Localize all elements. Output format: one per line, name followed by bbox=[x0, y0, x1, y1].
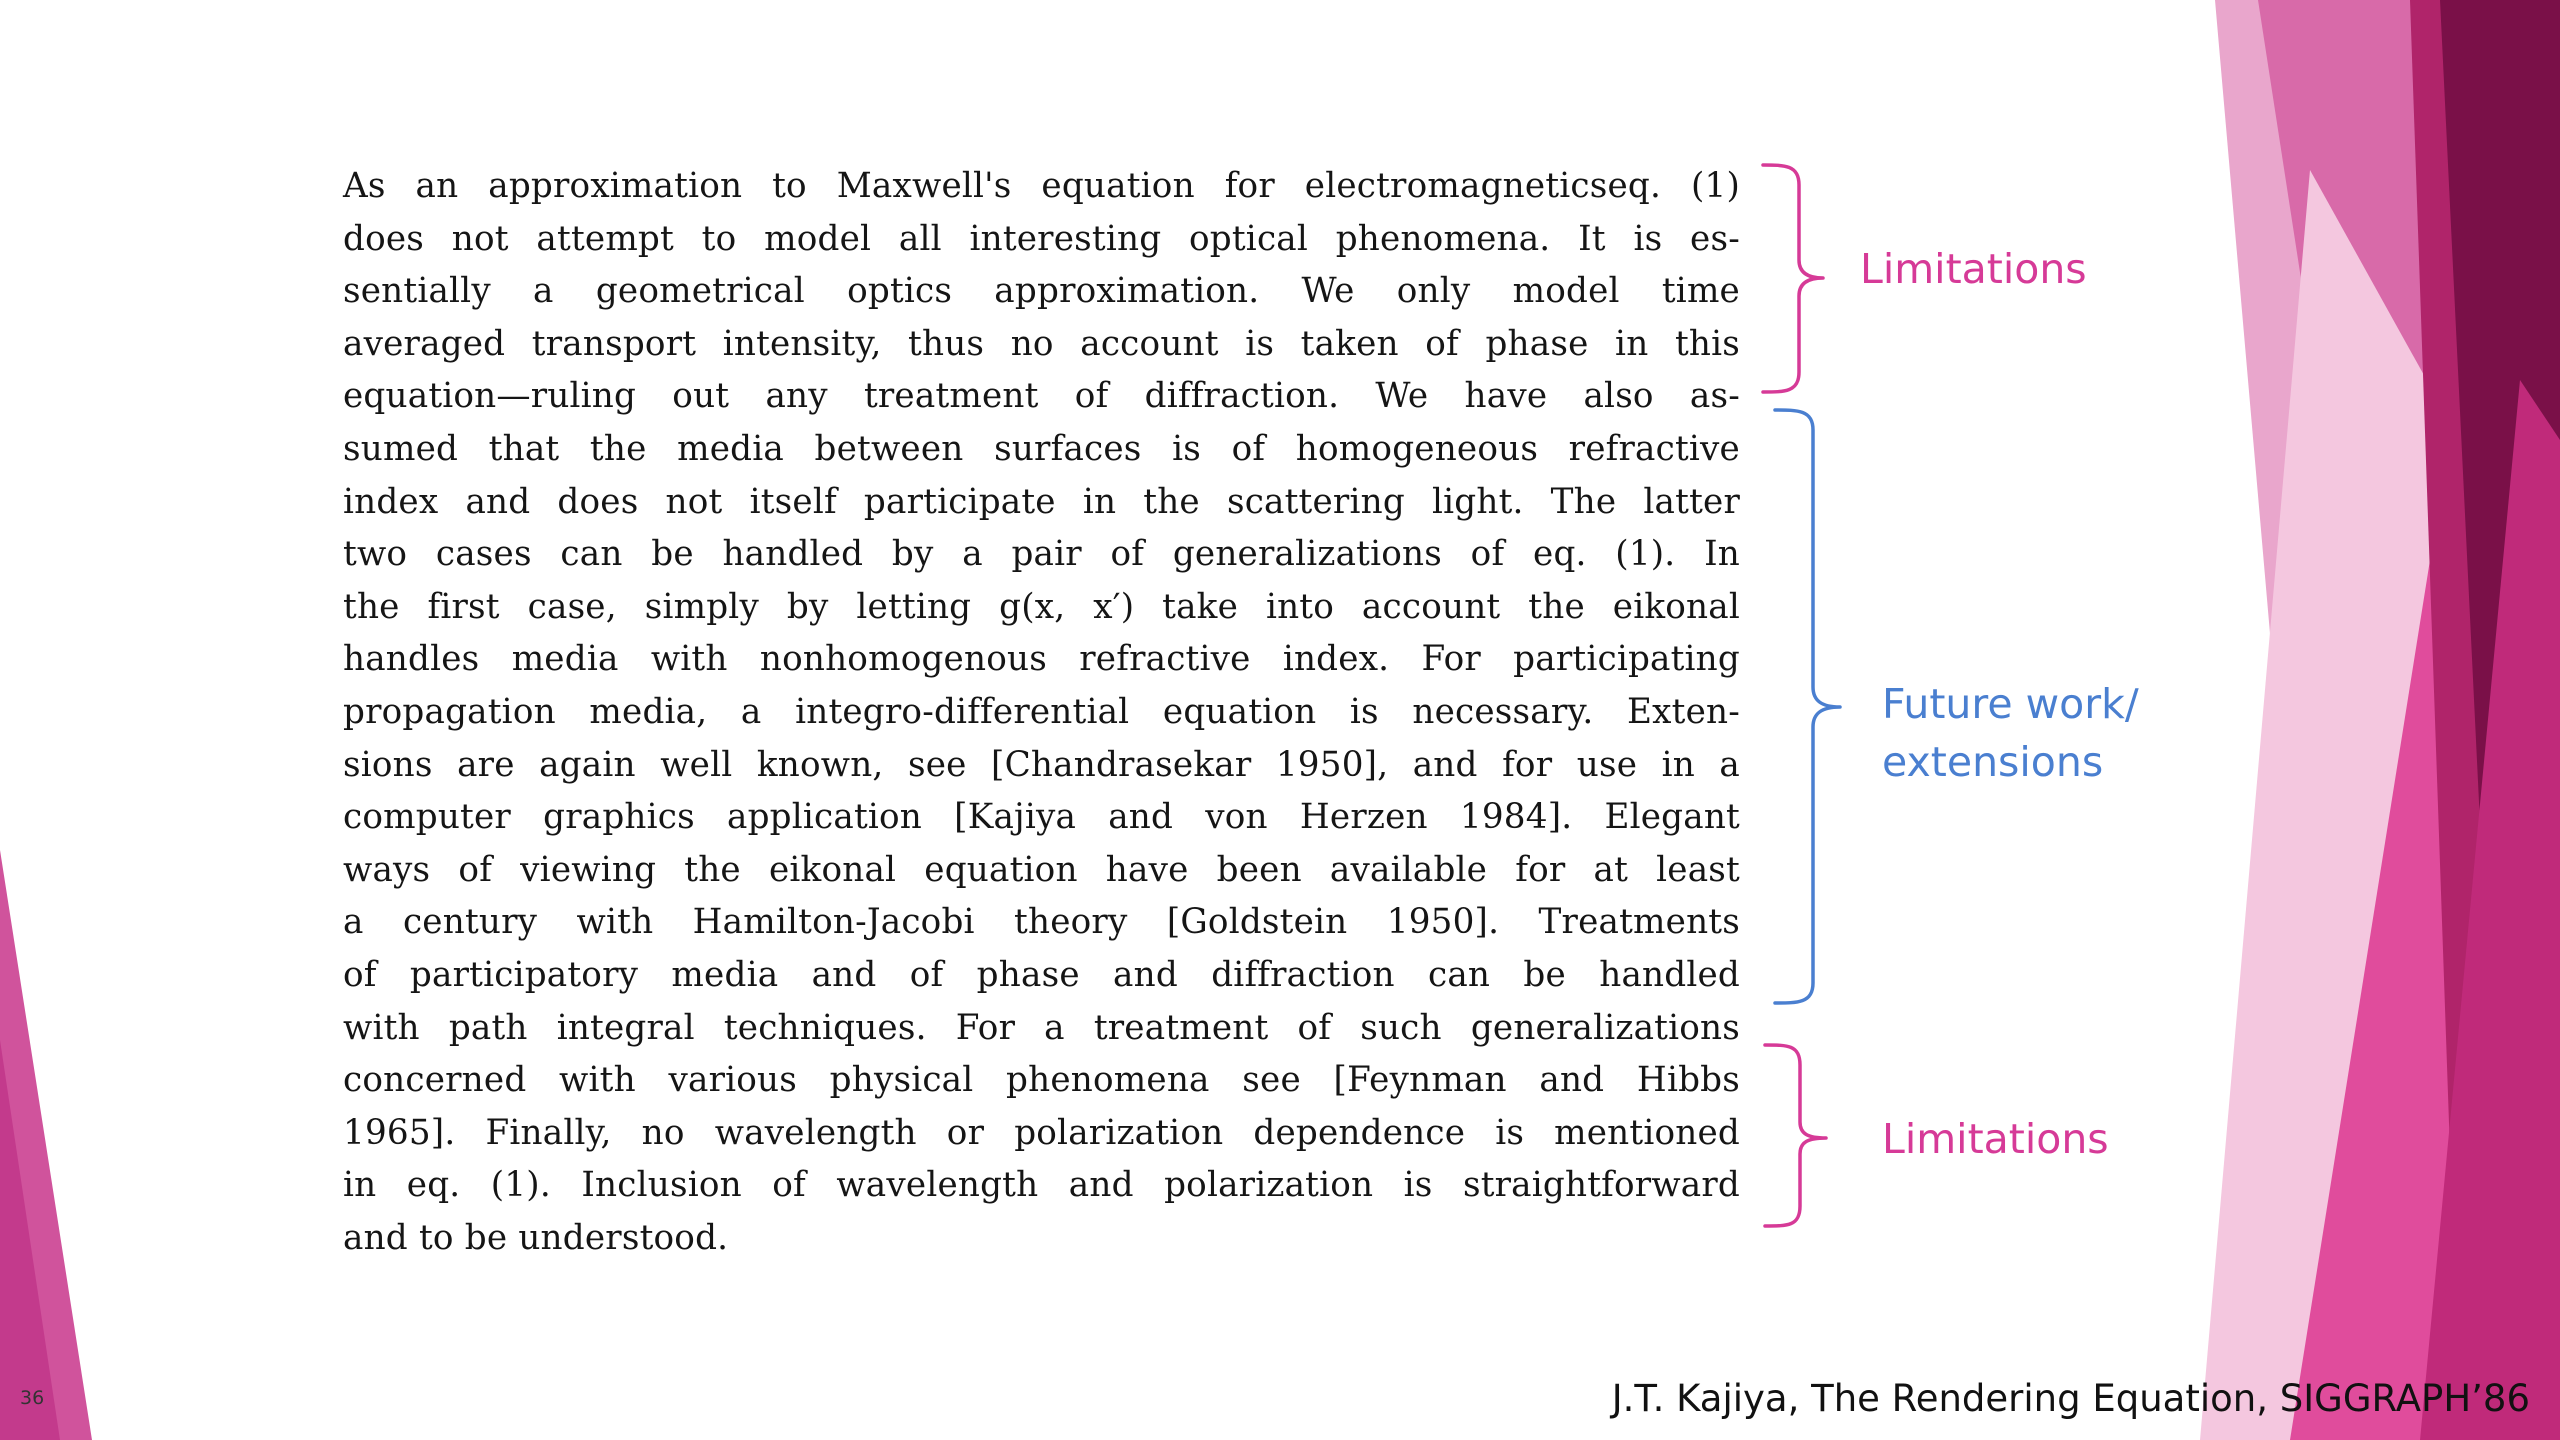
limitations-top-bracket bbox=[1755, 160, 1855, 400]
paper-line: a century with Hamilton-Jacobi theory [Goldstein 1950]. Treatments bbox=[343, 902, 1740, 943]
paper-line: does not attempt to model all interesting optical phenomena. It is es- bbox=[343, 218, 1740, 259]
paper-line: sentially a geometrical optics approximation. We only model time bbox=[343, 271, 1740, 312]
paper-line: propagation media, a integro-differential equation is necessary. Exten- bbox=[343, 691, 1740, 732]
paper-line: computer graphics application [Kajiya and von Herzen 1984]. Elegant bbox=[343, 797, 1740, 838]
citation: J.T. Kajiya, The Rendering Equation, SIGGRAPH’86 bbox=[1611, 1377, 2530, 1420]
slide-number: 36 bbox=[20, 1387, 45, 1409]
paper-line: in eq. (1). Inclusion of wavelength and polarization is straightforward bbox=[343, 1165, 1740, 1206]
paper-excerpt bbox=[343, 160, 1740, 1264]
paper-line: and to be understood. bbox=[343, 1217, 729, 1258]
paper-line: sumed that the media between surfaces is of homogeneous refractive bbox=[343, 428, 1740, 469]
limitations-bottom-bracket bbox=[1760, 1040, 1860, 1235]
paper-line: equation—ruling out any treatment of diffraction. We have also as- bbox=[343, 376, 1740, 417]
future-work-label-line1: Future work/ bbox=[1882, 680, 2139, 728]
future-work-label-line2: extensions bbox=[1882, 738, 2104, 786]
paper-line: index and does not itself participate in the scattering light. The latter bbox=[343, 481, 1740, 522]
future-work-bracket bbox=[1770, 405, 1870, 1010]
paper-line: sions are again well known, see [Chandrasekar 1950], and for use in a bbox=[343, 744, 1740, 785]
limitations-top-label: Limitations bbox=[1860, 245, 2087, 293]
paper-line: handles media with nonhomogenous refractive index. For participating bbox=[343, 639, 1740, 680]
limitations-bottom-label: Limitations bbox=[1882, 1115, 2109, 1163]
paper-line: concerned with various physical phenomena see [Feynman and Hibbs bbox=[343, 1060, 1740, 1101]
paper-line: As an approximation to Maxwell's equation for electromagneticseq. (1) bbox=[343, 166, 1740, 206]
paper-line: with path integral techniques. For a treatment of such generalizations bbox=[343, 1007, 1740, 1048]
paper-line: averaged transport intensity, thus no account is taken of phase in this bbox=[343, 323, 1740, 364]
paper-line: of participatory media and of phase and diffraction can be handled bbox=[343, 954, 1740, 995]
paper-line: 1965]. Finally, no wavelength or polarization dependence is mentioned bbox=[343, 1112, 1740, 1153]
paper-line: ways of viewing the eikonal equation have been available for at least bbox=[343, 849, 1740, 890]
paper-line: the first case, simply by letting g(x, x′) take into account the eikonal bbox=[343, 586, 1740, 627]
paper-line: two cases can be handled by a pair of generalizations of eq. (1). In bbox=[343, 534, 1740, 575]
